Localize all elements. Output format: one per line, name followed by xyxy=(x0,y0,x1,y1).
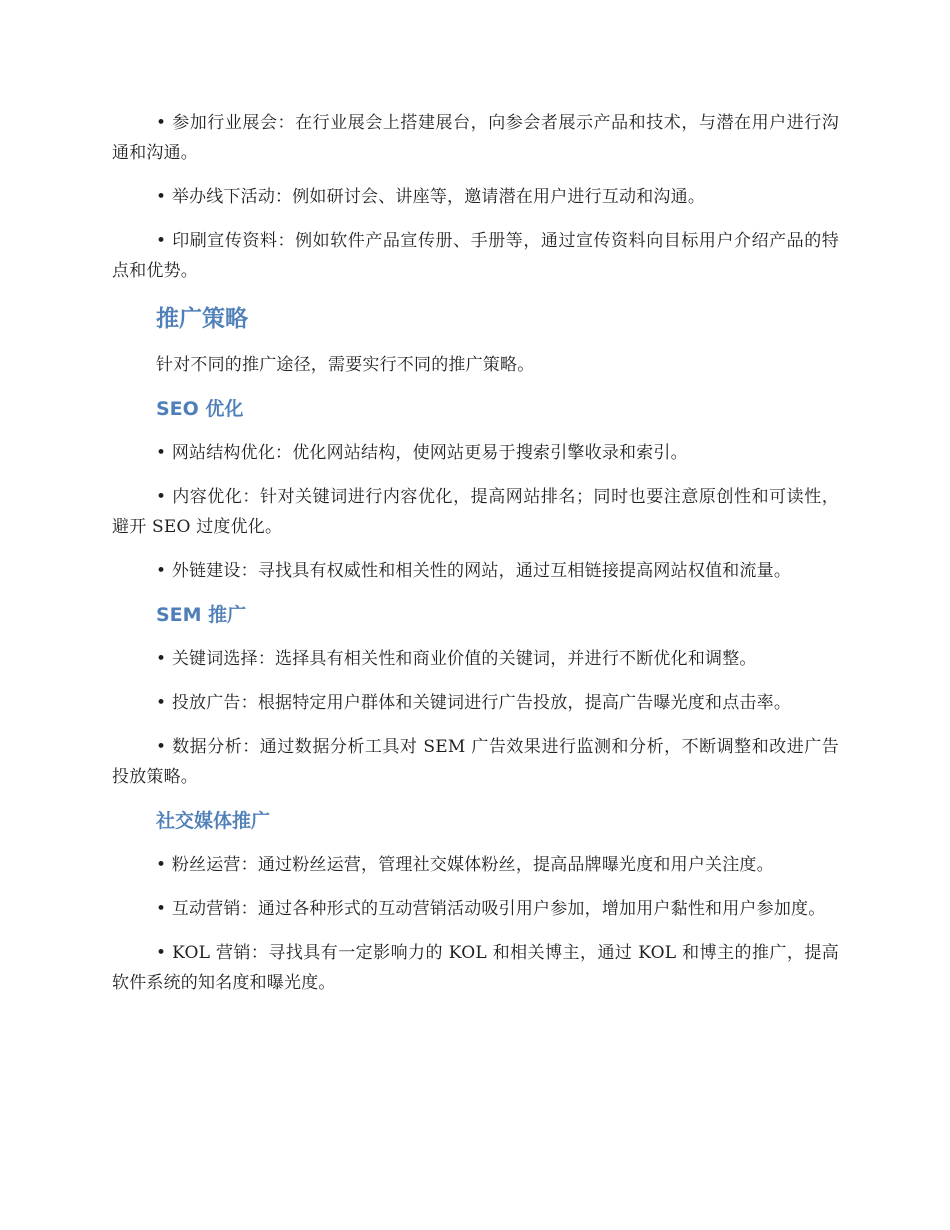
social-item-interactive: • 互动营销：通过各种形式的互动营销活动吸引用户参加，增加用户黏性和用户参加度。 xyxy=(156,899,826,919)
subsection-heading-seo: SEO 优化 xyxy=(156,398,244,420)
document-page xyxy=(112,108,839,998)
strategy-intro: 针对不同的推广途径，需要实行不同的推广策略。 xyxy=(156,355,535,375)
sem-item-ads: • 投放广告：根据特定用户群体和关键词进行广告投放，提高广告曝光度和点击率。 xyxy=(156,693,792,713)
intro-item-exhibition: • 参加行业展会：在行业展会上搭建展台，向参会者展示产品和技术，与潜在用户进行沟通和沟通。 xyxy=(112,113,839,163)
section-heading-strategy: 推广策略 xyxy=(156,306,248,332)
intro-item-offline-events: • 举办线下活动：例如研讨会、讲座等，邀请潜在用户进行互动和沟通。 xyxy=(156,187,706,207)
sem-item-keywords: • 关键词选择：选择具有相关性和商业价值的关键词，并进行不断优化和调整。 xyxy=(156,649,757,669)
subsection-heading-sem: SEM 推广 xyxy=(156,604,247,626)
sem-item-analytics: • 数据分析：通过数据分析工具对 SEM 广告效果进行监测和分析，不断调整和改进广告投放策略。 xyxy=(112,737,839,787)
social-item-fans: • 粉丝运营：通过粉丝运营，管理社交媒体粉丝，提高品牌曝光度和用户关注度。 xyxy=(156,855,774,875)
seo-item-backlinks: • 外链建设：寻找具有权威性和相关性的网站，通过互相链接提高网站权值和流量。 xyxy=(156,561,792,581)
seo-item-content: • 内容优化：针对关键词进行内容优化，提高网站排名；同时也要注意原创性和可读性，避开 SEO 过度优化。 xyxy=(112,487,839,537)
social-item-kol: • KOL 营销：寻找具有一定影响力的 KOL 和相关博主，通过 KOL 和博主的推广，提高软件系统的知名度和曝光度。 xyxy=(112,943,839,993)
seo-item-structure: • 网站结构优化：优化网站结构，使网站更易于搜索引擎收录和索引。 xyxy=(156,443,688,463)
intro-item-print-materials: • 印刷宣传资料：例如软件产品宣传册、手册等，通过宣传资料向目标用户介绍产品的特点和优势。 xyxy=(112,231,839,281)
subsection-heading-social: 社交媒体推广 xyxy=(156,810,271,832)
